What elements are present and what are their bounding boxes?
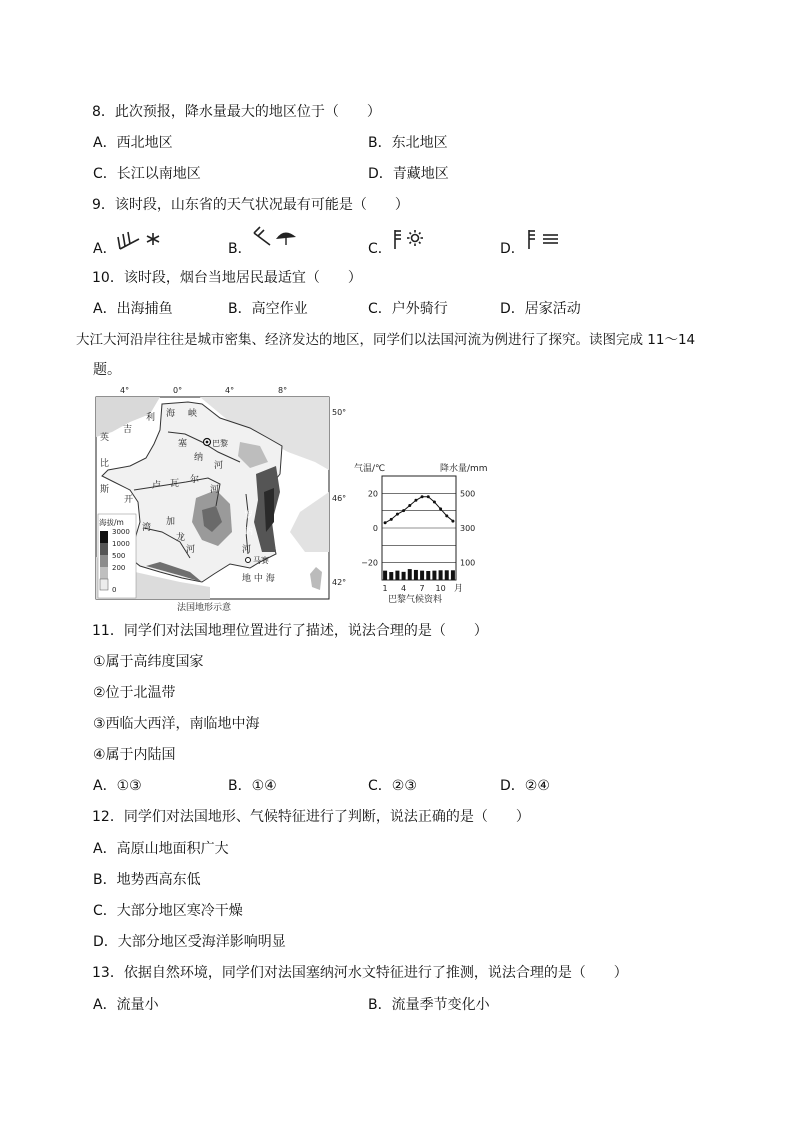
- q11-statement-2: ②位于北温带: [93, 685, 176, 701]
- q11-option-d: D．②④: [500, 778, 550, 794]
- wind-snow-icon: [117, 228, 173, 252]
- france-terrain-map: [90, 382, 358, 614]
- temperature-point: [396, 513, 399, 516]
- q10-option-b: B．高空作业: [228, 301, 308, 317]
- q12-option-b: B．地势西高东低: [93, 872, 201, 888]
- map-caption: 法国地形示意: [177, 603, 232, 613]
- label-channel-1: 英: [100, 433, 110, 443]
- q11-statement-4: ④属于内陆国: [93, 747, 176, 763]
- precip-bar: [408, 569, 412, 580]
- map-lon-label-1: 4°: [120, 386, 130, 395]
- q8-option-b: B．东北地区: [368, 135, 448, 151]
- q10-option-c: C．户外骑行: [368, 301, 448, 317]
- precip-bar: [402, 572, 406, 580]
- q9-option-c-letter: C．: [368, 241, 392, 257]
- q12-stem: 12．同学们对法国地形、气候特征进行了判断，说法正确的是（ ）: [92, 809, 530, 825]
- q12-option-d: D．大部分地区受海洋影响明显: [93, 934, 286, 950]
- precip-bar: [426, 571, 430, 580]
- label-rhone-1: 罗: [244, 511, 254, 521]
- chart-month-label: 月: [454, 584, 464, 594]
- precip-bar: [439, 570, 443, 580]
- precip-bar: [451, 570, 455, 580]
- q11-option-b: B．①④: [228, 778, 277, 794]
- map-lat-label-1: 50°: [332, 408, 347, 417]
- q13-option-a: A．流量小: [93, 997, 159, 1013]
- temperature-point: [384, 521, 387, 524]
- q10-option-d: D．居家活动: [500, 301, 581, 317]
- label-channel-3: 比: [100, 459, 110, 469]
- map-lon-label-4: 8°: [278, 386, 288, 395]
- legend-value-2: 1000: [112, 540, 130, 548]
- q11-option-c: C．②③: [368, 778, 417, 794]
- temperature-point: [402, 509, 405, 512]
- precip-bar: [445, 570, 449, 580]
- q9-stem: 9．该时段，山东省的天气状况最有可能是（ ）: [92, 197, 409, 213]
- chart-month-tick-label: 1: [382, 584, 388, 593]
- q11-option-a: A．①③: [93, 778, 142, 794]
- map-lat-label-3: 42°: [332, 578, 347, 587]
- label-marseille: 马赛: [253, 556, 269, 565]
- temperature-point: [433, 501, 436, 504]
- temperature-point: [414, 499, 417, 502]
- temperature-point: [390, 518, 393, 521]
- temperature-point: [408, 504, 411, 507]
- label-loire-4: 河: [210, 485, 220, 495]
- label-channel-4: 斯: [100, 485, 110, 495]
- q10-option-a: A．出海捕鱼: [93, 301, 173, 317]
- legend-value-5: 0: [112, 586, 117, 594]
- chart-right-tick-label: 500: [460, 489, 476, 499]
- chart-left-tick-label: −20: [361, 558, 378, 568]
- label-garonne-3: 河: [186, 545, 196, 555]
- wind-fog-icon: [524, 228, 574, 252]
- intro-line-2: 题。: [93, 362, 121, 378]
- label-garonne-1: 加: [166, 517, 176, 527]
- chart-month-tick-label: 10: [435, 584, 446, 593]
- map-lon-label-2: 0°: [173, 386, 183, 395]
- chart-month-tick-label: 7: [419, 584, 425, 593]
- precip-bar: [414, 570, 418, 580]
- temperature-point: [451, 520, 454, 523]
- wind-rain-icon: [250, 225, 306, 249]
- map-lon-label-3: 4°: [225, 386, 235, 395]
- q8-stem: 8．此次预报，降水量最大的地区位于（ ）: [92, 104, 381, 120]
- q11-stem: 11．同学们对法国地理位置进行了描述，说法合理的是（ ）: [92, 623, 488, 639]
- precip-bar: [389, 572, 393, 580]
- label-strait-3: 峡: [188, 409, 198, 419]
- marseille-marker: [246, 558, 251, 563]
- label-gulf: 湾: [142, 523, 152, 533]
- label-channel-5: 开: [124, 495, 134, 505]
- precip-bar: [383, 571, 387, 580]
- q13-stem: 13．依据自然环境，同学们对法国塞纳河水文特征进行了推测，说法合理的是（ ）: [92, 965, 628, 981]
- q10-stem: 10．该时段，烟台当地居民最适宜（ ）: [92, 270, 362, 286]
- q11-statement-3: ③西临大西洋，南临地中海: [93, 716, 260, 732]
- paris-climate-chart: [352, 458, 500, 606]
- temperature-point: [421, 495, 424, 498]
- q13-option-b: B．流量季节变化小: [368, 997, 490, 1013]
- legend-value-4: 200: [112, 564, 126, 572]
- q9-option-a-letter: A．: [93, 241, 117, 257]
- temperature-point: [445, 514, 448, 517]
- label-loire-1: 卢: [152, 481, 162, 491]
- label-seine-2: 纳: [194, 453, 204, 463]
- chart-right-tick-label: 300: [460, 524, 476, 533]
- label-loire-2: 瓦: [170, 479, 180, 489]
- legend-value-3: 500: [112, 552, 126, 560]
- label-strait-2: 海: [166, 409, 176, 419]
- chart-ylabel-left: 气温/℃: [354, 464, 386, 474]
- label-strait-1: 利: [146, 413, 156, 423]
- wind-sunny-icon: [390, 228, 440, 252]
- chart-left-tick-label: 0: [372, 524, 378, 533]
- label-seine-3: 河: [214, 461, 224, 471]
- map-lat-label-2: 46°: [332, 494, 347, 503]
- q9-option-d-letter: D．: [500, 241, 525, 257]
- q8-option-d: D．青藏地区: [368, 166, 449, 182]
- chart-month-tick-label: 4: [401, 584, 407, 593]
- legend-value-1: 3000: [112, 528, 130, 536]
- precip-bar: [395, 571, 399, 580]
- precip-bar: [420, 571, 424, 580]
- label-rhone-2: 讷: [244, 527, 254, 537]
- temperature-point: [439, 507, 442, 510]
- chart-right-tick-label: 100: [460, 558, 476, 568]
- label-channel-2: 吉: [123, 425, 133, 435]
- q8-option-c: C．长江以南地区: [93, 166, 201, 182]
- q8-option-a: A．西北地区: [93, 135, 173, 151]
- q12-option-a: A．高原山地面积广大: [93, 841, 229, 857]
- label-med-sea: 地 中 海: [242, 574, 275, 584]
- precip-bar: [432, 571, 436, 580]
- q9-option-b-letter: B．: [228, 241, 252, 257]
- chart-ylabel-right: 降水量/mm: [440, 464, 488, 474]
- label-loire-3: 尔: [190, 475, 200, 485]
- label-rhone-3: 河: [242, 545, 252, 555]
- temperature-point: [427, 495, 430, 498]
- chart-caption: 巴黎气候资料: [388, 595, 443, 605]
- legend-title: 海拔/m: [99, 518, 124, 527]
- label-paris: 巴黎: [212, 439, 228, 448]
- intro-line-1: 大江大河沿岸往往是城市密集、经济发达的地区，同学们以法国河流为例进行了探究。读图完成 11～14: [76, 332, 696, 348]
- label-seine-1: 塞: [178, 439, 188, 449]
- chart-left-tick-label: 20: [367, 489, 378, 499]
- q11-statement-1: ①属于高纬度国家: [93, 654, 204, 670]
- label-garonne-2: 龙: [176, 533, 186, 543]
- q12-option-c: C．大部分地区寒冷干燥: [93, 903, 243, 919]
